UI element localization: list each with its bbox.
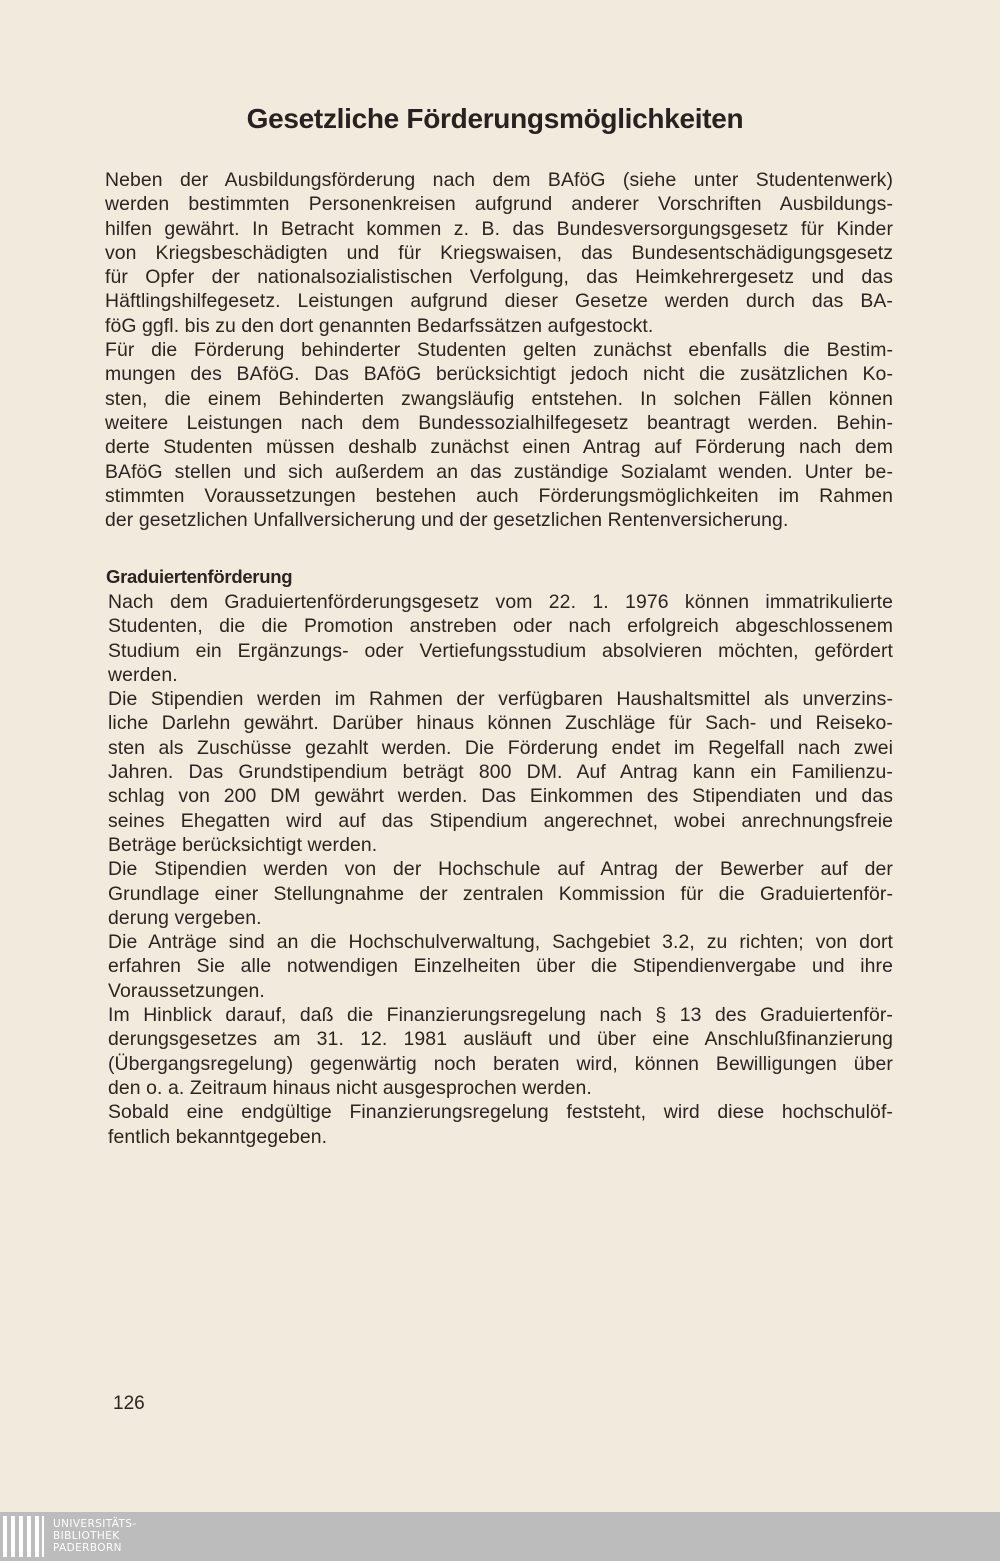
page-title: Gesetzliche Förderungsmöglichkeiten	[246, 103, 744, 134]
text-line: Voraussetzungen.	[108, 979, 265, 1002]
text-line: sten als Zuschüsse gezahlt werden. Die Förderung endet im Regelfall nach zwei	[108, 736, 893, 759]
text-line: von Kriegsbeschädigten und für Kriegswaisen, das Bundesentschädigungsgesetz	[105, 241, 893, 264]
text-line: Studium ein Ergänzungs- oder Vertiefungsstudium absolvieren möchten, gefördert	[108, 639, 893, 662]
text-line: derte Studenten müssen deshalb zunächst einen Antrag auf Förderung nach dem	[105, 436, 893, 459]
text-line: Neben der Ausbildungsförderung nach dem BAföG (siehe unter Studentenwerk)	[105, 169, 893, 191]
text-line: Die Stipendien werden im Rahmen der verfügbaren Haushaltsmittel als unverzins-	[108, 688, 893, 711]
text-line: Sobald eine endgültige Finanzierungsregelung feststeht, wird diese hochschulöf-	[108, 1101, 893, 1124]
graduierten-paragraph	[108, 590, 893, 1149]
text-line: Studenten, die die Promotion anstreben oder nach erfolgreich abgeschlossenem	[108, 615, 893, 638]
text-line: derungsgesetzes am 31. 12. 1981 ausläuft und über eine Anschlußfinanzierung	[108, 1028, 893, 1051]
library-name-line: BIBLIOTHEK	[53, 1530, 120, 1542]
text-line: sten, die einem Behinderten zwangsläufig entstehen. In solchen Fällen können	[105, 387, 893, 410]
text-line: Im Hinblick darauf, daß die Finanzierungsregelung nach § 13 des Graduiertenför-	[108, 1004, 893, 1027]
library-name-line: UNIVERSITÄTS-	[53, 1518, 137, 1530]
text-line: Nach dem Graduiertenförderungsgesetz vom 22. 1. 1976 können immatrikulierte	[108, 591, 893, 613]
text-line: Die Stipendien werden von der Hochschule auf Antrag der Bewerber auf der	[108, 858, 893, 881]
text-line: werden.	[108, 663, 178, 686]
library-logo-icon	[0, 1512, 48, 1561]
library-name-line: PADERBORN	[53, 1542, 122, 1554]
text-line: Für die Förderung behinderter Studenten gelten zunächst ebenfalls die Bestim-	[105, 339, 893, 362]
text-line: Jahren. Das Grundstipendium beträgt 800 DM. Auf Antrag kann ein Familienzu-	[108, 761, 893, 784]
text-line: stimmten Voraussetzungen bestehen auch Förderungsmöglichkeiten im Rahmen	[105, 484, 893, 507]
text-line: liche Darlehn gewährt. Darüber hinaus können Zuschläge für Sach- und Reiseko-	[108, 712, 893, 735]
text-line: der gesetzlichen Unfallversicherung und der gesetzlichen Rentenversicherung.	[105, 509, 789, 532]
text-line: (Übergangsregelung) gegenwärtig noch beraten wird, können Bewilligungen über	[108, 1052, 893, 1075]
text-line: weitere Leistungen nach dem Bundessozialhilfegesetz beantragt werden. Behin-	[105, 411, 893, 434]
text-line: werden bestimmten Personenkreisen aufgrund anderer Vorschriften Ausbildungs-	[105, 193, 893, 216]
text-line: erfahren Sie alle notwendigen Einzelheiten über die Stipendienvergabe und ihre	[108, 955, 893, 978]
text-line: Beträge berücksichtigt werden.	[108, 833, 378, 856]
text-line: Häftlingshilfegesetz. Leistungen aufgrund dieser Gesetze werden durch das BA-	[105, 290, 893, 313]
text-line: für Opfer der nationalsozialistischen Verfolgung, das Heimkehrergesetz und das	[105, 266, 893, 289]
text-line: den o. a. Zeitraum hinaus nicht ausgesprochen werden.	[108, 1076, 592, 1099]
text-line: hilfen gewährt. In Betracht kommen z. B. das Bundesversorgungsgesetz für Kinder	[105, 217, 893, 240]
text-line: derung vergeben.	[108, 906, 262, 929]
intro-paragraph	[105, 168, 893, 532]
text-line: BAföG stellen und sich außerdem an das zuständige Sozialamt wenden. Unter be-	[105, 460, 893, 483]
text-line: Die Anträge sind an die Hochschulverwaltung, Sachgebiet 3.2, zu richten; von dort	[108, 931, 893, 954]
section-heading-graduiertenfoerderung: Graduiertenförderung	[106, 566, 293, 587]
page-number: 126	[113, 1393, 145, 1414]
text-line: föG ggfl. bis zu den dort genannten Bedarfssätzen aufgestockt.	[105, 314, 654, 337]
text-line: schlag von 200 DM gewährt werden. Das Einkommen des Stipendiaten und das	[108, 785, 893, 808]
text-line: Grundlage einer Stellungnahme der zentralen Kommission für die Graduiertenför-	[108, 882, 893, 905]
text-line: seines Ehegatten wird auf das Stipendium angerechnet, wobei anrechnungsfreie	[108, 809, 893, 832]
text-line: fentlich bekanntgegeben.	[108, 1125, 328, 1148]
library-name	[53, 1518, 137, 1554]
text-line: mungen des BAföG. Das BAföG berücksichtigt jedoch nicht die zusätzlichen Ko-	[105, 363, 893, 386]
library-footer	[0, 1512, 1000, 1561]
